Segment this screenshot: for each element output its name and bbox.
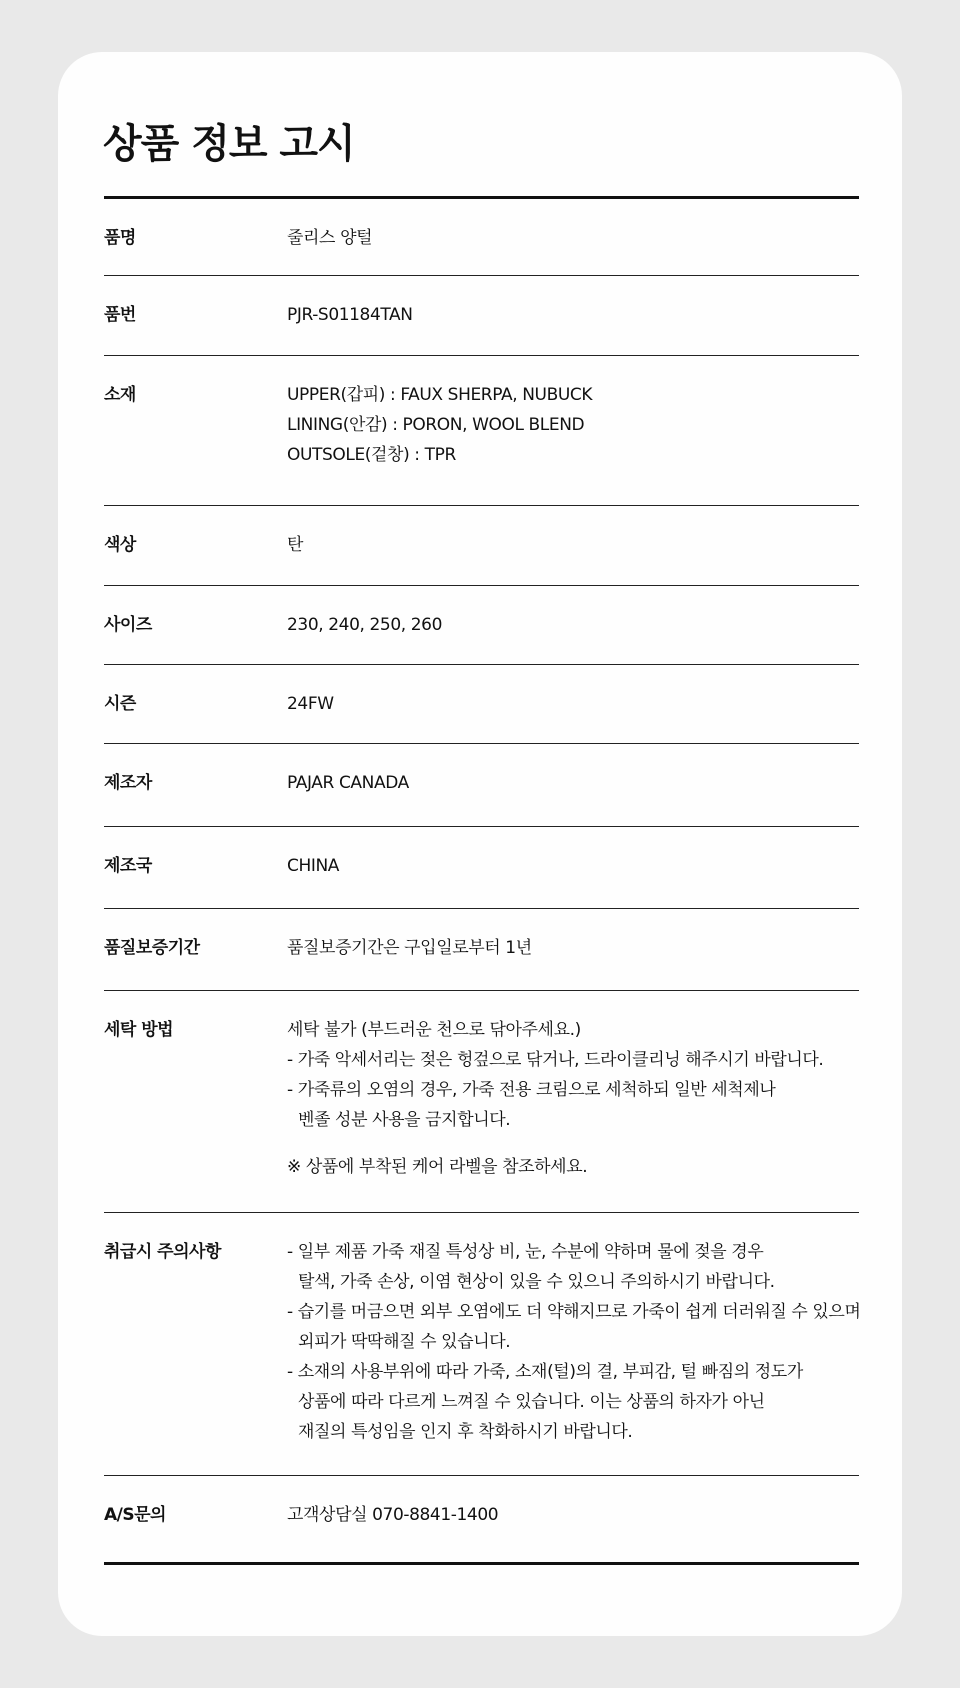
value-line: - 가죽류의 오염의 경우, 가죽 전용 크림으로 세척하되 일반 세척제나	[287, 1080, 776, 1100]
value-line: 탄	[287, 535, 304, 555]
value-line: PAJAR CANADA	[287, 773, 409, 793]
value-line: - 일부 제품 가죽 재질 특성상 비, 눈, 수분에 약하며 물에 젖을 경우	[287, 1242, 764, 1262]
value-line: CHINA	[287, 856, 340, 876]
value-line: 세탁 불가 (부드러운 천으로 닦아주세요.)	[287, 1020, 581, 1040]
row-value	[287, 1237, 859, 1447]
value-line: 재질의 특성임을 인지 후 착화하시기 바랍니다.	[298, 1422, 633, 1442]
row-value	[287, 1015, 859, 1182]
value-line: 상품에 따라 다르게 느껴질 수 있습니다. 이는 상품의 하자가 아닌	[298, 1392, 765, 1412]
row-label: 시즌	[104, 694, 136, 714]
row-value	[287, 223, 859, 253]
row-label: 색상	[104, 535, 136, 555]
row-label: 제조국	[104, 856, 152, 876]
value-line: 줄리스 양털	[287, 228, 373, 248]
row-label: 제조자	[104, 773, 152, 793]
value-line: - 소재의 사용부위에 따라 가죽, 소재(털)의 결, 부피감, 털 빠짐의 정도가	[287, 1362, 803, 1382]
row-label: 취급시 주의사항	[104, 1242, 221, 1262]
row-label: 품질보증기간	[104, 938, 200, 958]
product-info-card	[58, 52, 902, 1636]
care-label-note: ※ 상품에 부착된 케어 라벨을 참조하세요.	[287, 1157, 588, 1177]
row-manufacturer	[104, 744, 859, 827]
row-label: A/S문의	[104, 1505, 166, 1525]
row-value	[287, 380, 859, 470]
row-value	[287, 300, 859, 330]
row-color	[104, 506, 859, 586]
row-value	[287, 1500, 859, 1530]
row-handling-precautions	[104, 1213, 859, 1476]
row-product-code	[104, 276, 859, 356]
value-line: 외피가 딱딱해질 수 있습니다.	[298, 1332, 511, 1352]
customer-service-phone: 고객상담실 070-8841-1400	[287, 1505, 499, 1525]
value-line: 230, 240, 250, 260	[287, 615, 443, 635]
row-warranty-period	[104, 909, 859, 991]
value-line: LINING(안감) : PORON, WOOL BLEND	[287, 415, 585, 435]
row-value	[287, 689, 859, 719]
value-line: UPPER(갑피) : FAUX SHERPA, NUBUCK	[287, 385, 593, 405]
row-washing-method	[104, 991, 859, 1213]
value-line: OUTSOLE(겉창) : TPR	[287, 445, 456, 465]
row-value	[287, 610, 859, 640]
row-label: 품명	[104, 228, 136, 248]
row-product-name	[104, 199, 859, 276]
row-label: 소재	[104, 385, 136, 405]
row-season	[104, 665, 859, 744]
row-after-service-inquiry	[104, 1476, 859, 1562]
row-value	[287, 851, 859, 881]
row-value	[287, 768, 859, 798]
row-label: 사이즈	[104, 615, 152, 635]
value-line: PJR-S01184TAN	[287, 305, 413, 325]
value-line: 24FW	[287, 694, 334, 714]
value-line: 탈색, 가죽 손상, 이염 현상이 있을 수 있으니 주의하시기 바랍니다.	[298, 1272, 775, 1292]
value-line: - 가죽 악세서리는 젖은 헝겊으로 닦거나, 드라이클리닝 해주시기 바랍니다.	[287, 1050, 824, 1070]
row-country-of-manufacture	[104, 827, 859, 909]
row-label: 세탁 방법	[104, 1020, 174, 1040]
row-value	[287, 933, 859, 963]
row-label: 품번	[104, 305, 136, 325]
value-line: 벤졸 성분 사용을 금지합니다.	[298, 1110, 511, 1130]
product-info-table	[104, 196, 859, 1565]
value-line: - 습기를 머금으면 외부 오염에도 더 약해지므로 가죽이 쉽게 더러워질 수 있으며	[287, 1302, 861, 1322]
row-value	[287, 530, 859, 560]
page-title: 상품 정보 고시	[103, 121, 355, 167]
value-line: 품질보증기간은 구입일로부터 1년	[287, 938, 532, 958]
row-size	[104, 586, 859, 665]
row-material	[104, 356, 859, 506]
